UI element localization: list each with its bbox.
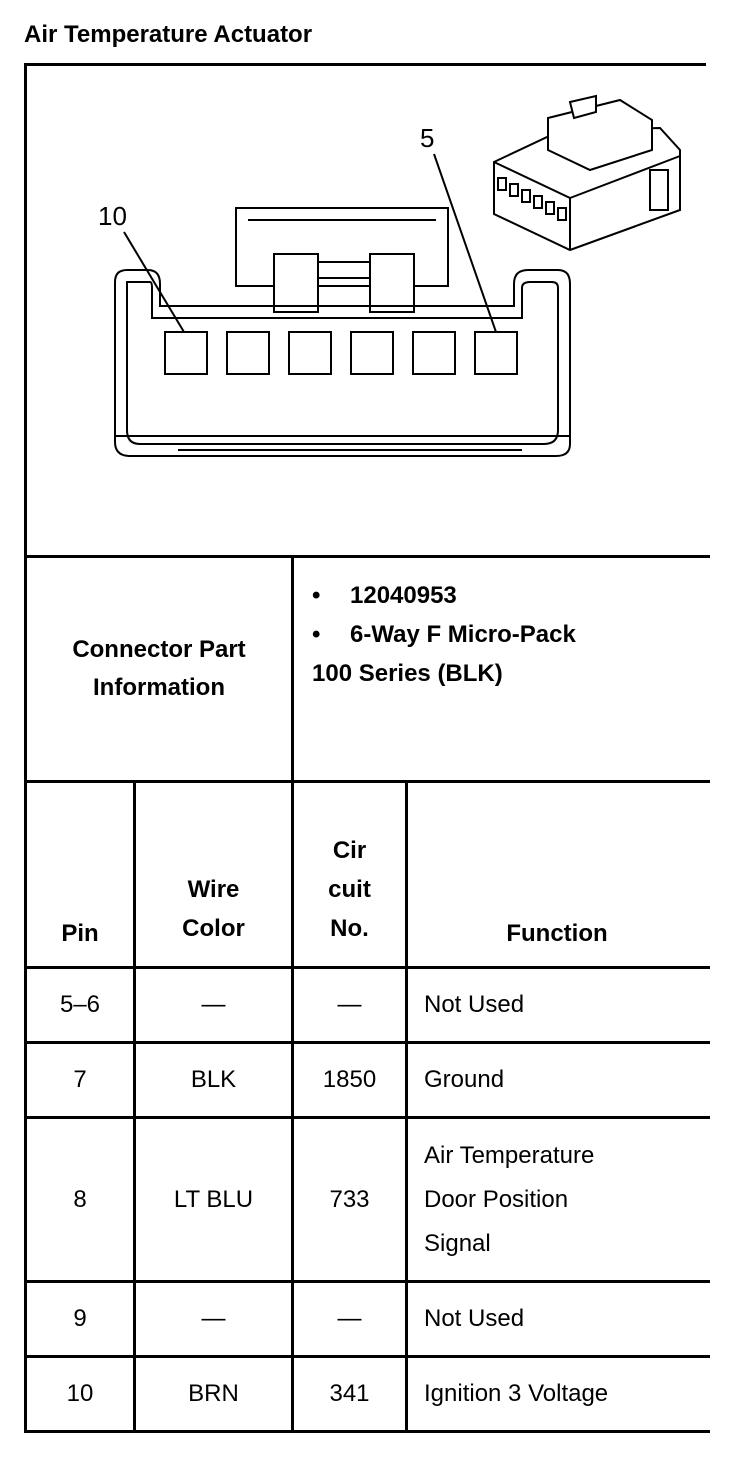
callout-label-5: 5 — [420, 123, 435, 153]
header-function: Function — [506, 920, 608, 947]
wire-color-cell: — — [201, 1305, 226, 1332]
connector-cavity — [413, 332, 455, 374]
pin-cell: 5–6 — [59, 991, 101, 1018]
document-title: Air Temperature Actuator — [24, 21, 313, 48]
connector-info-label: Connector Part Information — [72, 636, 246, 701]
header-circuit-no: Cir cuit No. — [328, 837, 371, 942]
connector-description: 6-Way F Micro-Pack — [350, 621, 576, 648]
pin-cell: 9 — [73, 1305, 87, 1332]
wire-color-cell: BRN — [188, 1380, 239, 1407]
wire-color-cell: BLK — [190, 1066, 237, 1093]
connector-thumbnail — [494, 96, 680, 250]
part-number: 12040953 — [350, 582, 457, 609]
connector-cavity — [227, 332, 269, 374]
connector-series: 100 Series (BLK) — [312, 660, 503, 687]
pin-cell: 8 — [73, 1185, 87, 1213]
connector-cavity — [351, 332, 393, 374]
callout-label-10: 10 — [98, 201, 127, 231]
connector-cavity — [289, 332, 331, 374]
connector-cavities — [165, 332, 517, 374]
function-cell: Not Used — [424, 991, 525, 1018]
connector-cavity — [165, 332, 207, 374]
circuit-cell: — — [337, 1305, 362, 1332]
divider-row-5 — [24, 1430, 710, 1433]
function-cell: Ground — [424, 1066, 505, 1093]
function-cell: Not Used — [424, 1305, 525, 1332]
connector-cavity — [475, 332, 517, 374]
connector-info-details: • 12040953 • 6-Way F Micro-Pack 100 Series (BLK) — [312, 576, 576, 693]
header-pin: Pin — [61, 920, 99, 947]
function-cell: Ignition 3 Voltage — [424, 1380, 609, 1407]
pin-cell: 10 — [66, 1380, 94, 1407]
wire-color-cell: — — [201, 991, 226, 1018]
wire-color-cell: LT BLU — [173, 1185, 254, 1213]
circuit-cell: — — [337, 991, 362, 1018]
header-wire-color: Wire Color — [182, 876, 245, 942]
circuit-cell: 733 — [329, 1185, 370, 1213]
function-cell: Air Temperature Door Position Signal — [424, 1141, 595, 1257]
circuit-cell: 341 — [329, 1380, 370, 1407]
connector-diagram — [0, 0, 752, 560]
circuit-cell: 1850 — [322, 1066, 377, 1093]
pin-cell: 7 — [73, 1066, 87, 1093]
